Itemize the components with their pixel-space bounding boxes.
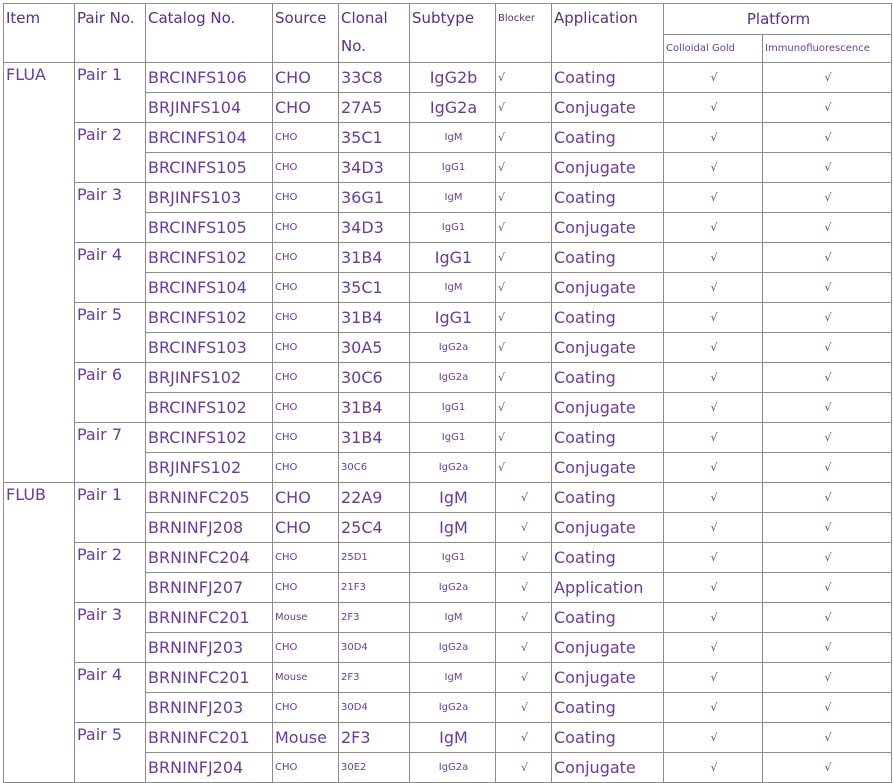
immunofluorescence-check: √	[763, 423, 892, 453]
blocker-check: √	[496, 603, 552, 633]
source-cell: CHO	[273, 573, 339, 603]
subtype-cell: IgG2a	[410, 363, 496, 393]
immunofluorescence-check: √	[763, 483, 892, 513]
blocker-check: √	[496, 483, 552, 513]
source-cell: CHO	[273, 183, 339, 213]
blocker-check: √	[496, 303, 552, 333]
subtype-cell: IgM	[410, 603, 496, 633]
blocker-check: √	[496, 423, 552, 453]
subtype-cell: IgG1	[410, 153, 496, 183]
immunofluorescence-check: √	[763, 513, 892, 543]
source-cell: CHO	[273, 153, 339, 183]
blocker-check: √	[496, 273, 552, 303]
application-cell: Conjugate	[552, 633, 664, 663]
pair-cell: Pair 6	[75, 363, 146, 423]
pair-cell: Pair 3	[75, 603, 146, 663]
catalog-cell: BRJINFS104	[146, 93, 273, 123]
application-cell: Conjugate	[552, 663, 664, 693]
colloidal-gold-check: √	[664, 453, 763, 483]
source-cell: CHO	[273, 633, 339, 663]
blocker-check: √	[496, 453, 552, 483]
immunofluorescence-check: √	[763, 633, 892, 663]
source-cell: CHO	[273, 483, 339, 513]
immunofluorescence-check: √	[763, 363, 892, 393]
pair-cell: Pair 2	[75, 123, 146, 183]
catalog-cell: BRNINFC205	[146, 483, 273, 513]
source-cell: CHO	[273, 243, 339, 273]
colloidal-gold-check: √	[664, 333, 763, 363]
blocker-check: √	[496, 753, 552, 783]
subtype-cell: IgM	[410, 513, 496, 543]
colloidal-gold-check: √	[664, 423, 763, 453]
immunofluorescence-check: √	[763, 63, 892, 93]
immunofluorescence-check: √	[763, 573, 892, 603]
header-subtype: Subtype	[410, 4, 496, 63]
clonal-cell: 22A9	[339, 483, 410, 513]
clonal-cell: 35C1	[339, 273, 410, 303]
catalog-cell: BRCINFS103	[146, 333, 273, 363]
subtype-cell: IgG2a	[410, 693, 496, 723]
header-item: Item	[4, 4, 75, 63]
header-platform: Platform	[664, 4, 892, 35]
application-cell: Conjugate	[552, 453, 664, 483]
subtype-cell: IgG1	[410, 303, 496, 333]
source-cell: CHO	[273, 393, 339, 423]
immunofluorescence-check: √	[763, 723, 892, 753]
catalog-cell: BRNINFJ207	[146, 573, 273, 603]
immunofluorescence-check: √	[763, 693, 892, 723]
immunofluorescence-check: √	[763, 303, 892, 333]
header-immunofluorescence: Immunofluorescence	[763, 35, 892, 63]
table-row	[4, 123, 892, 153]
application-cell: Coating	[552, 363, 664, 393]
clonal-cell: 30C6	[339, 363, 410, 393]
subtype-cell: IgM	[410, 723, 496, 753]
catalog-cell: BRNINFC201	[146, 603, 273, 633]
clonal-cell: 27A5	[339, 93, 410, 123]
application-cell: Coating	[552, 543, 664, 573]
source-cell: CHO	[273, 543, 339, 573]
clonal-cell: 33C8	[339, 63, 410, 93]
clonal-cell: 2F3	[339, 663, 410, 693]
catalog-cell: BRJINFS102	[146, 453, 273, 483]
subtype-cell: IgG1	[410, 423, 496, 453]
application-cell: Conjugate	[552, 213, 664, 243]
immunofluorescence-check: √	[763, 603, 892, 633]
blocker-check: √	[496, 573, 552, 603]
table-row	[4, 663, 892, 693]
source-cell: CHO	[273, 303, 339, 333]
catalog-cell: BRCINFS105	[146, 213, 273, 243]
subtype-cell: IgG2a	[410, 753, 496, 783]
blocker-check: √	[496, 213, 552, 243]
pair-cell: Pair 4	[75, 663, 146, 723]
item-cell: FLUA	[4, 63, 75, 483]
subtype-cell: IgG1	[410, 213, 496, 243]
colloidal-gold-check: √	[664, 483, 763, 513]
colloidal-gold-check: √	[664, 543, 763, 573]
clonal-cell: 31B4	[339, 243, 410, 273]
application-cell: Coating	[552, 483, 664, 513]
blocker-check: √	[496, 183, 552, 213]
immunofluorescence-check: √	[763, 393, 892, 423]
colloidal-gold-check: √	[664, 393, 763, 423]
application-cell: Conjugate	[552, 93, 664, 123]
source-cell: CHO	[273, 753, 339, 783]
application-cell: Coating	[552, 303, 664, 333]
blocker-check: √	[496, 63, 552, 93]
blocker-check: √	[496, 93, 552, 123]
item-cell: FLUB	[4, 483, 75, 783]
blocker-check: √	[496, 123, 552, 153]
clonal-cell: 25D1	[339, 543, 410, 573]
subtype-cell: IgG2a	[410, 93, 496, 123]
table-row	[4, 603, 892, 633]
table-row	[4, 543, 892, 573]
source-cell: CHO	[273, 513, 339, 543]
clonal-cell: 30D4	[339, 693, 410, 723]
table-row	[4, 63, 892, 93]
clonal-cell: 30A5	[339, 333, 410, 363]
pair-cell: Pair 5	[75, 723, 146, 783]
catalog-cell: BRJINFS102	[146, 363, 273, 393]
subtype-cell: IgG2a	[410, 573, 496, 603]
clonal-cell: 31B4	[339, 393, 410, 423]
clonal-cell: 2F3	[339, 603, 410, 633]
clonal-cell: 21F3	[339, 573, 410, 603]
colloidal-gold-check: √	[664, 723, 763, 753]
blocker-check: √	[496, 543, 552, 573]
colloidal-gold-check: √	[664, 243, 763, 273]
subtype-cell: IgM	[410, 663, 496, 693]
application-cell: Conjugate	[552, 153, 664, 183]
source-cell: CHO	[273, 693, 339, 723]
clonal-cell: 30D4	[339, 633, 410, 663]
catalog-cell: BRNINFJ203	[146, 693, 273, 723]
antibody-pair-table	[3, 3, 892, 783]
immunofluorescence-check: √	[763, 453, 892, 483]
catalog-cell: BRCINFS106	[146, 63, 273, 93]
immunofluorescence-check: √	[763, 243, 892, 273]
table-body	[4, 63, 892, 783]
colloidal-gold-check: √	[664, 213, 763, 243]
clonal-cell: 30C6	[339, 453, 410, 483]
source-cell: CHO	[273, 123, 339, 153]
catalog-cell: BRCINFS102	[146, 243, 273, 273]
colloidal-gold-check: √	[664, 513, 763, 543]
colloidal-gold-check: √	[664, 93, 763, 123]
application-cell: Coating	[552, 123, 664, 153]
header-catalog-no: Catalog No.	[146, 4, 273, 63]
blocker-check: √	[496, 243, 552, 273]
subtype-cell: IgM	[410, 483, 496, 513]
blocker-check: √	[496, 723, 552, 753]
immunofluorescence-check: √	[763, 183, 892, 213]
immunofluorescence-check: √	[763, 753, 892, 783]
application-cell: Coating	[552, 603, 664, 633]
source-cell: CHO	[273, 273, 339, 303]
clonal-cell: 25C4	[339, 513, 410, 543]
catalog-cell: BRCINFS102	[146, 303, 273, 333]
source-cell: Mouse	[273, 663, 339, 693]
subtype-cell: IgG2a	[410, 333, 496, 363]
catalog-cell: BRCINFS104	[146, 123, 273, 153]
subtype-cell: IgG1	[410, 543, 496, 573]
catalog-cell: BRCINFS104	[146, 273, 273, 303]
colloidal-gold-check: √	[664, 573, 763, 603]
colloidal-gold-check: √	[664, 753, 763, 783]
table-row	[4, 243, 892, 273]
colloidal-gold-check: √	[664, 603, 763, 633]
application-cell: Coating	[552, 723, 664, 753]
pair-cell: Pair 5	[75, 303, 146, 363]
immunofluorescence-check: √	[763, 333, 892, 363]
table-row	[4, 363, 892, 393]
pair-cell: Pair 3	[75, 183, 146, 243]
colloidal-gold-check: √	[664, 663, 763, 693]
colloidal-gold-check: √	[664, 153, 763, 183]
application-cell: Conjugate	[552, 333, 664, 363]
source-cell: CHO	[273, 363, 339, 393]
source-cell: Mouse	[273, 723, 339, 753]
table-row	[4, 483, 892, 513]
colloidal-gold-check: √	[664, 63, 763, 93]
colloidal-gold-check: √	[664, 633, 763, 663]
clonal-cell: 30E2	[339, 753, 410, 783]
application-cell: Application	[552, 573, 664, 603]
application-cell: Coating	[552, 63, 664, 93]
subtype-cell: IgG2b	[410, 63, 496, 93]
application-cell: Coating	[552, 243, 664, 273]
immunofluorescence-check: √	[763, 273, 892, 303]
subtype-cell: IgG2a	[410, 453, 496, 483]
header-source: Source	[273, 4, 339, 63]
catalog-cell: BRNINFC201	[146, 723, 273, 753]
immunofluorescence-check: √	[763, 93, 892, 123]
catalog-cell: BRNINFC201	[146, 663, 273, 693]
blocker-check: √	[496, 633, 552, 663]
source-cell: CHO	[273, 63, 339, 93]
application-cell: Conjugate	[552, 273, 664, 303]
clonal-cell: 31B4	[339, 303, 410, 333]
clonal-cell: 35C1	[339, 123, 410, 153]
colloidal-gold-check: √	[664, 303, 763, 333]
immunofluorescence-check: √	[763, 543, 892, 573]
table-row	[4, 303, 892, 333]
clonal-cell: 2F3	[339, 723, 410, 753]
pair-cell: Pair 7	[75, 423, 146, 483]
product-table-wrapper	[3, 3, 892, 783]
table-row	[4, 723, 892, 753]
application-cell: Coating	[552, 183, 664, 213]
application-cell: Conjugate	[552, 393, 664, 423]
table-row	[4, 183, 892, 213]
blocker-check: √	[496, 663, 552, 693]
source-cell: CHO	[273, 333, 339, 363]
subtype-cell: IgG2a	[410, 633, 496, 663]
blocker-check: √	[496, 333, 552, 363]
source-cell: CHO	[273, 453, 339, 483]
subtype-cell: IgM	[410, 123, 496, 153]
blocker-check: √	[496, 693, 552, 723]
colloidal-gold-check: √	[664, 123, 763, 153]
catalog-cell: BRNINFJ204	[146, 753, 273, 783]
catalog-cell: BRCINFS102	[146, 423, 273, 453]
colloidal-gold-check: √	[664, 183, 763, 213]
header-pair-no: Pair No.	[75, 4, 146, 63]
colloidal-gold-check: √	[664, 363, 763, 393]
colloidal-gold-check: √	[664, 693, 763, 723]
catalog-cell: BRNINFJ203	[146, 633, 273, 663]
catalog-cell: BRNINFJ208	[146, 513, 273, 543]
source-cell: CHO	[273, 213, 339, 243]
subtype-cell: IgM	[410, 183, 496, 213]
catalog-cell: BRJINFS103	[146, 183, 273, 213]
subtype-cell: IgG1	[410, 393, 496, 423]
source-cell: CHO	[273, 93, 339, 123]
catalog-cell: BRNINFC204	[146, 543, 273, 573]
subtype-cell: IgG1	[410, 243, 496, 273]
source-cell: Mouse	[273, 603, 339, 633]
immunofluorescence-check: √	[763, 123, 892, 153]
table-row	[4, 423, 892, 453]
blocker-check: √	[496, 363, 552, 393]
pair-cell: Pair 2	[75, 543, 146, 603]
pair-cell: Pair 4	[75, 243, 146, 303]
pair-cell: Pair 1	[75, 63, 146, 123]
application-cell: Conjugate	[552, 513, 664, 543]
clonal-cell: 31B4	[339, 423, 410, 453]
application-cell: Coating	[552, 693, 664, 723]
header-colloidal-gold: Colloidal Gold	[664, 35, 763, 63]
header-blocker: Blocker	[496, 4, 552, 63]
application-cell: Coating	[552, 423, 664, 453]
blocker-check: √	[496, 513, 552, 543]
pair-cell: Pair 1	[75, 483, 146, 543]
catalog-cell: BRCINFS105	[146, 153, 273, 183]
immunofluorescence-check: √	[763, 663, 892, 693]
blocker-check: √	[496, 393, 552, 423]
application-cell: Conjugate	[552, 753, 664, 783]
immunofluorescence-check: √	[763, 213, 892, 243]
colloidal-gold-check: √	[664, 273, 763, 303]
subtype-cell: IgM	[410, 273, 496, 303]
source-cell: CHO	[273, 423, 339, 453]
catalog-cell: BRCINFS102	[146, 393, 273, 423]
immunofluorescence-check: √	[763, 153, 892, 183]
blocker-check: √	[496, 153, 552, 183]
clonal-cell: 36G1	[339, 183, 410, 213]
table-header	[4, 4, 892, 63]
clonal-cell: 34D3	[339, 213, 410, 243]
header-application: Application	[552, 4, 664, 63]
header-clonal-no: Clonal No.	[339, 4, 410, 63]
clonal-cell: 34D3	[339, 153, 410, 183]
